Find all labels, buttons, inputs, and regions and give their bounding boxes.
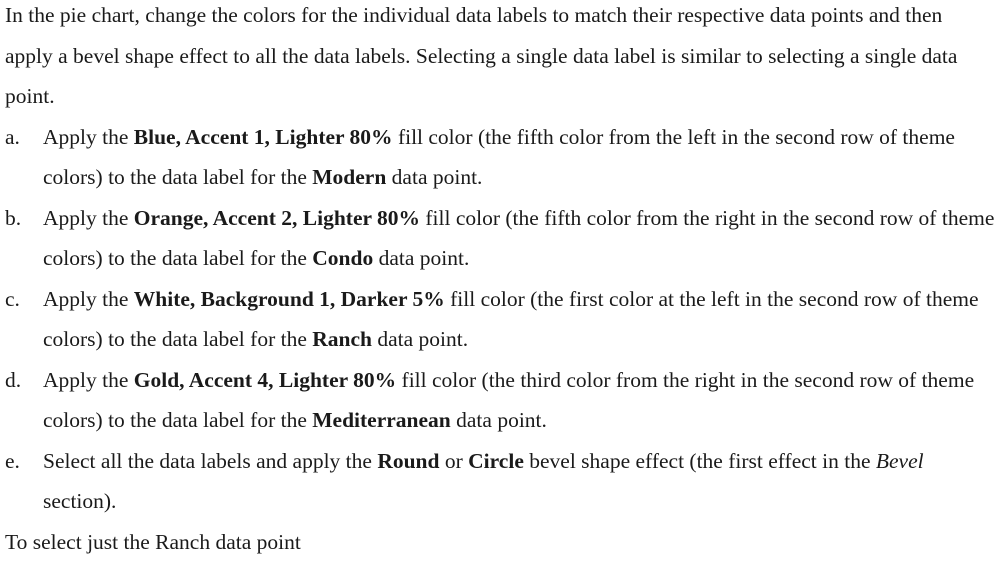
step-b bbox=[5, 198, 995, 279]
effect-name: Circle bbox=[468, 449, 524, 473]
step-c bbox=[5, 279, 995, 360]
data-point-name: Modern bbox=[312, 165, 386, 189]
step-d bbox=[5, 360, 995, 441]
step-text: bevel shape effect (the first effect in the bbox=[524, 449, 876, 473]
section-name: Bevel bbox=[876, 449, 924, 473]
step-text: Apply the bbox=[43, 125, 134, 149]
step-marker: a. bbox=[5, 117, 20, 158]
step-marker: c. bbox=[5, 279, 20, 320]
step-marker: b. bbox=[5, 198, 21, 239]
color-name: Blue, Accent 1, Lighter 80% bbox=[134, 125, 393, 149]
step-text: Apply the bbox=[43, 368, 134, 392]
step-text: fill color (the first color at the left in the second row of theme colors) to the data label for the bbox=[43, 287, 979, 352]
step-text: data point. bbox=[451, 408, 547, 432]
step-e bbox=[5, 441, 995, 522]
color-name: White, Background 1, Darker 5% bbox=[134, 287, 445, 311]
intro-paragraph: In the pie chart, change the colors for the individual data labels to match their respective data points and then apply a bevel shape effect to all the data labels. Selecting a single data label is similar to selecting a single data point. bbox=[5, 0, 995, 117]
step-text: data point. bbox=[372, 327, 468, 351]
color-name: Orange, Accent 2, Lighter 80% bbox=[134, 206, 420, 230]
step-text: data point. bbox=[373, 246, 469, 270]
instructions-document bbox=[5, 0, 995, 562]
data-point-name: Condo bbox=[312, 246, 373, 270]
step-text: section). bbox=[43, 489, 116, 513]
step-a bbox=[5, 117, 995, 198]
step-text: data point. bbox=[386, 165, 482, 189]
cutoff-text-line: To select just the Ranch data point bbox=[5, 522, 995, 562]
step-text: Select all the data labels and apply the bbox=[43, 449, 377, 473]
step-text: fill color (the third color from the right in the second row of theme colors) to the data label for the bbox=[43, 368, 974, 433]
step-text: fill color (the fifth color from the right in the second row of theme colors) to the data label for the bbox=[43, 206, 994, 271]
step-text: Apply the bbox=[43, 206, 134, 230]
effect-name: Round bbox=[377, 449, 439, 473]
data-point-name: Ranch bbox=[312, 327, 372, 351]
step-text: fill color (the fifth color from the left in the second row of theme colors) to the data label for the bbox=[43, 125, 955, 190]
data-point-name: Mediterranean bbox=[312, 408, 451, 432]
step-marker: e. bbox=[5, 441, 20, 482]
step-text: Apply the bbox=[43, 287, 134, 311]
color-name: Gold, Accent 4, Lighter 80% bbox=[134, 368, 396, 392]
step-marker: d. bbox=[5, 360, 21, 401]
instruction-steps bbox=[5, 117, 995, 522]
step-text: or bbox=[439, 449, 468, 473]
